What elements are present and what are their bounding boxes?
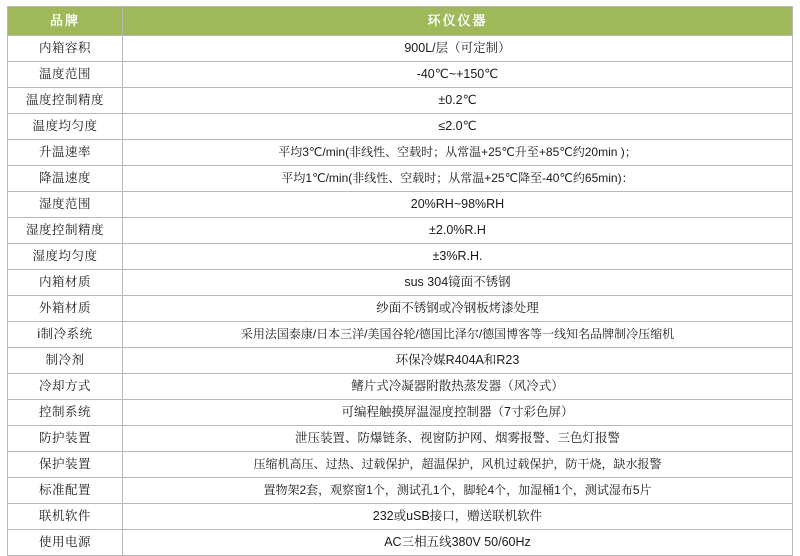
row-label: 制冷剂: [8, 348, 123, 374]
row-value: 平均3℃/min(非线性、空载时；从常温+25℃升至+85℃约20min )；: [123, 140, 793, 166]
row-label: 湿度均匀度: [8, 244, 123, 270]
row-label: 温度均匀度: [8, 114, 123, 140]
row-value: 泄压装置、防爆链条、视窗防护网、烟雾报警、三色灯报警: [123, 426, 793, 452]
row-value: 232或uSB接口，赠送联机软件: [123, 504, 793, 530]
row-label: i制冷系统: [8, 322, 123, 348]
table-row: [8, 426, 793, 452]
row-value: 平均1℃/min(非线性、空载时；从常温+25℃降至-40℃约65min)：: [123, 166, 793, 192]
row-label: 保护装置: [8, 452, 123, 478]
row-label: 内箱容积: [8, 36, 123, 62]
specification-table: [7, 6, 793, 556]
row-label: 防护装置: [8, 426, 123, 452]
row-value: sus 304镜面不锈钢: [123, 270, 793, 296]
table-row: [8, 270, 793, 296]
header-brand-value: 环仪仪器: [123, 7, 793, 36]
row-value: ≤2.0℃: [123, 114, 793, 140]
table-row: [8, 140, 793, 166]
spec-table-body: [8, 7, 793, 556]
row-value: AC三相五线380V 50/60Hz: [123, 530, 793, 556]
header-brand-label: 品牌: [8, 7, 123, 36]
row-value: 纱面不锈钢或冷钢板烤漆处理: [123, 296, 793, 322]
row-label: 湿度控制精度: [8, 218, 123, 244]
row-value: 鳍片式冷凝器附散热蒸发器（风冷式）: [123, 374, 793, 400]
row-value: 20%RH~98%RH: [123, 192, 793, 218]
row-value: 可编程触摸屏温湿度控制器（7寸彩色屏）: [123, 400, 793, 426]
row-value: -40℃~+150℃: [123, 62, 793, 88]
row-value: 采用法国泰康/日本三洋/美国谷轮/德国比泽尔/德国博客等一线知名品牌制冷压缩机: [123, 322, 793, 348]
table-row: [8, 192, 793, 218]
table-row: [8, 218, 793, 244]
table-row: [8, 36, 793, 62]
row-value: 置物架2套，观察窗1个，测试孔1个，脚轮4个，加湿桶1个，测试湿布5片: [123, 478, 793, 504]
row-label: 湿度范围: [8, 192, 123, 218]
table-row: [8, 452, 793, 478]
table-row: [8, 88, 793, 114]
row-label: 冷却方式: [8, 374, 123, 400]
table-row: [8, 114, 793, 140]
row-value: 环保冷媒R404A和R23: [123, 348, 793, 374]
table-header-row: [8, 7, 793, 36]
row-value: ±2.0%R.H: [123, 218, 793, 244]
table-row: [8, 400, 793, 426]
row-label: 标准配置: [8, 478, 123, 504]
row-label: 控制系统: [8, 400, 123, 426]
row-label: 联机软件: [8, 504, 123, 530]
row-label: 内箱材质: [8, 270, 123, 296]
row-value: 压缩机高压、过热、过载保护，超温保护，风机过载保护，防干烧，缺水报警: [123, 452, 793, 478]
row-value: ±0.2℃: [123, 88, 793, 114]
table-row: [8, 478, 793, 504]
row-label: 升温速率: [8, 140, 123, 166]
row-label: 使用电源: [8, 530, 123, 556]
row-label: 温度范围: [8, 62, 123, 88]
table-row: [8, 62, 793, 88]
table-row: [8, 348, 793, 374]
table-row: [8, 322, 793, 348]
table-row: [8, 166, 793, 192]
table-row: [8, 244, 793, 270]
row-value: ±3%R.H.: [123, 244, 793, 270]
table-row: [8, 504, 793, 530]
row-label: 外箱材质: [8, 296, 123, 322]
row-value: 900L/层（可定制）: [123, 36, 793, 62]
row-label: 温度控制精度: [8, 88, 123, 114]
row-label: 降温速度: [8, 166, 123, 192]
table-row: [8, 530, 793, 556]
table-row: [8, 374, 793, 400]
table-row: [8, 296, 793, 322]
